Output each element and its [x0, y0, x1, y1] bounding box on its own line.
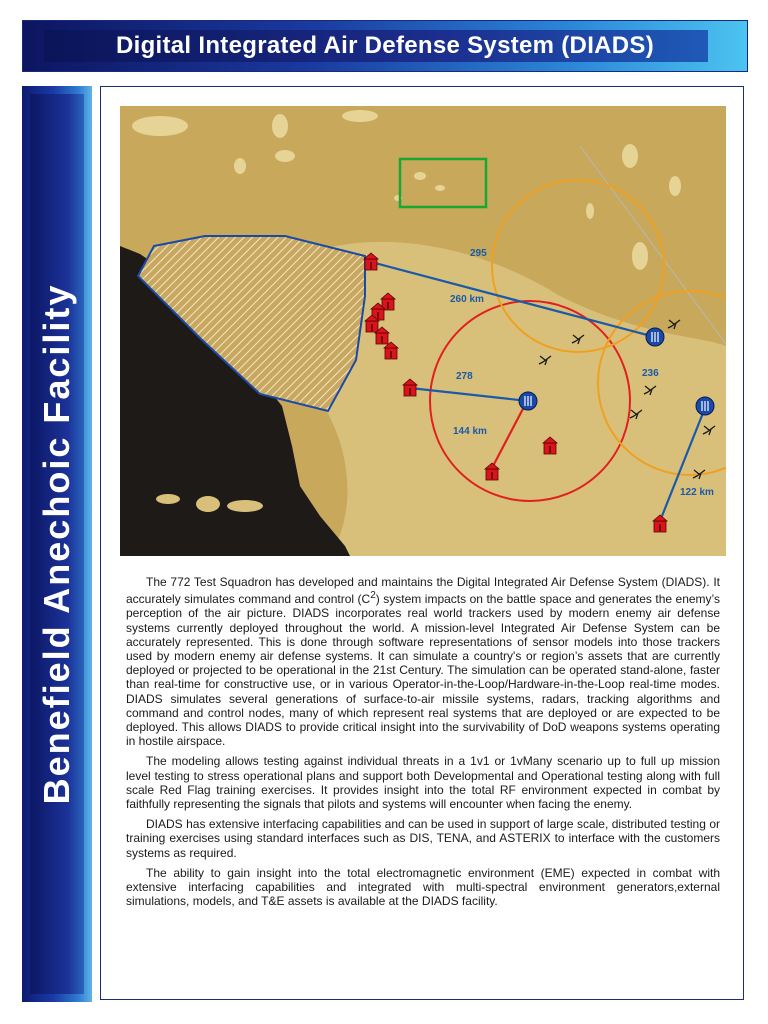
- side-banner-title: Benefield Anechoic Facility: [36, 283, 77, 805]
- map-label-295: 295: [470, 248, 487, 259]
- paragraph-eme: The ability to gain insight into the total electromagnetic environment (EME) expected in combat with extensive interfacing capabilities and integrated with multi-spectral environment generators,external simulations, models, and T&E assets is available at the DIADS facility.: [126, 865, 720, 909]
- page-title: Digital Integrated Air Defense System (DIADS): [115, 32, 655, 59]
- map-label-278: 278: [456, 371, 473, 382]
- battlespace-map: [120, 106, 726, 556]
- paragraph-modeling: The modeling allows testing against individual threats in a 1v1 or 1vMany scenario up to full up mission level testing to stress operational plans and support both Developmental and Operational testing along with full scale Red Flag training exercises. It provides insight into the total RF environment expected in combat by faithfully representing the signals that pilots and systems will encounter when facing the enemy.: [126, 754, 720, 812]
- map-graphic: [120, 106, 726, 556]
- paragraph-interfacing: DIADS has extensive interfacing capabilities and can be used in support of large scale, distributed testing or training exercises using standard interfaces such as DIS, TENA, and ASTERIX to interface with the customers systems as required.: [126, 817, 720, 860]
- map-label-236: 236: [642, 368, 659, 379]
- map-label-260km: 260 km: [450, 294, 484, 305]
- title-banner: [22, 20, 748, 72]
- article-body: [126, 575, 720, 914]
- map-label-122km: 122 km: [680, 487, 714, 498]
- map-label-144km: 144 km: [453, 426, 487, 437]
- paragraph-intro: The 772 Test Squadron has developed and maintains the Digital Integrated Air Defense System (DIADS). It accurately simulates command and control $(C^2)$ system impacts on the battle space and generates the enemy’s perception of the air picture. DIADS incorporates real world trackers used by modern enemy air defense systems currently deployed throughout the world. A mission-level Integrated Air Defense System can be accurately represented. This is done through software representations of sensor models into those trackers used by modern enemy air defense systems. It can simulate a country's or region’s assets that are currently deployed or projected to be operational in the 21st Century. The simulation can be operated stand-alone, faster than real-time for constructive use, or in various Operator-in-the-Loop/Hardware-in-the-Loop real-time modes. DIADS simulates several generations of surface-to-air missile systems, radars, tracking algorithms and command and control nodes, many of which represent real systems that are deployed or are expected to be deployed. This allows DIADS to provide critical insight into the survivability of DoD weapons systems operating in hostile airspace.: [126, 575, 721, 749]
